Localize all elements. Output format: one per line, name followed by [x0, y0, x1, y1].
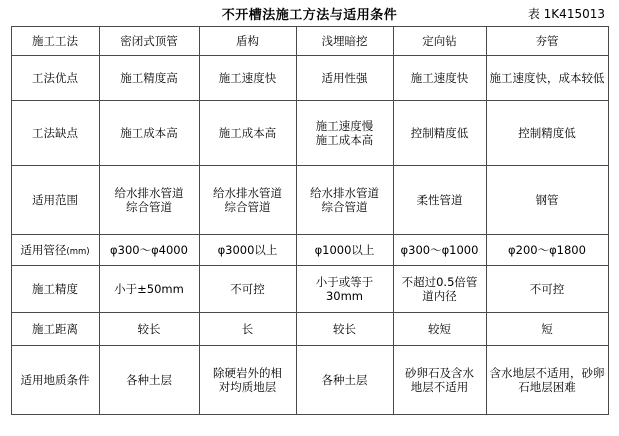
- table-cell: 施工速度慢 施工成本高: [296, 101, 393, 166]
- row-header: 工法缺点: [11, 101, 99, 166]
- table-cell: 控制精度低: [486, 101, 608, 166]
- table-row: [11, 313, 608, 346]
- table-cell: φ300～φ1000: [393, 235, 486, 266]
- table-cell: 不可控: [486, 266, 608, 313]
- table-cell: 砂卵石及含水 地层不适用: [393, 346, 486, 415]
- table-row: [11, 266, 608, 313]
- table-cell: 施工速度快: [393, 56, 486, 101]
- construction-methods-table: [11, 26, 609, 415]
- row-header: 适用地质条件: [11, 346, 99, 415]
- table-cell: 给水排水管道 综合管道: [99, 166, 199, 235]
- table-cell: φ1000以上: [296, 235, 393, 266]
- table-cell: 不可控: [199, 266, 296, 313]
- table-cell: 各种土层: [99, 346, 199, 415]
- table-row: [11, 56, 608, 101]
- table-row: [11, 235, 608, 266]
- table-cell: 控制精度低: [393, 101, 486, 166]
- table-cell: 钢管: [486, 166, 608, 235]
- table-cell: 较长: [99, 313, 199, 346]
- table-row: [11, 346, 608, 415]
- table-cell: 施工速度快，成本较低: [486, 56, 608, 101]
- table-cell: 适用性强: [296, 56, 393, 101]
- table-cell: 较短: [393, 313, 486, 346]
- table-cell: φ300～φ4000: [99, 235, 199, 266]
- table-cell: 含水地层不适用，砂卵 石地层困难: [486, 346, 608, 415]
- row-header: 施工距离: [11, 313, 99, 346]
- table-cell: 不超过0.5倍管 道内径: [393, 266, 486, 313]
- table-cell: 施工成本高: [199, 101, 296, 166]
- column-header-2: 盾构: [199, 27, 296, 56]
- table-cell: 长: [199, 313, 296, 346]
- table-code: 表 1K415013: [527, 7, 605, 21]
- table-cell: 柔性管道: [393, 166, 486, 235]
- document-header: [0, 0, 619, 26]
- row-header-unit: (mm): [66, 246, 90, 257]
- row-header: 工法优点: [11, 56, 99, 101]
- column-header-0: 施工工法: [11, 27, 99, 56]
- table-cell: φ200～φ1800: [486, 235, 608, 266]
- table-row: [11, 101, 608, 166]
- table-cell: 施工精度高: [99, 56, 199, 101]
- column-header-4: 定向钻: [393, 27, 486, 56]
- column-header-3: 浅埋暗挖: [296, 27, 393, 56]
- table-row: [11, 166, 608, 235]
- column-header-5: 夯管: [486, 27, 608, 56]
- row-header: 施工精度: [11, 266, 99, 313]
- table-cell: 施工成本高: [99, 101, 199, 166]
- table-cell: 给水排水管道 综合管道: [199, 166, 296, 235]
- table-cell: 各种土层: [296, 346, 393, 415]
- row-header: 适用管径(mm): [11, 235, 99, 266]
- table-cell: 除硬岩外的相 对均质地层: [199, 346, 296, 415]
- table-header-row: [11, 27, 608, 56]
- table-cell: 短: [486, 313, 608, 346]
- table-cell: φ3000以上: [199, 235, 296, 266]
- page-title: 不开槽法施工方法与适用条件: [221, 7, 398, 23]
- table-cell: 小于或等于 30mm: [296, 266, 393, 313]
- row-header: 适用范围: [11, 166, 99, 235]
- column-header-1: 密闭式顶管: [99, 27, 199, 56]
- table-cell: 给水排水管道 综合管道: [296, 166, 393, 235]
- table-cell: 较长: [296, 313, 393, 346]
- table-cell: 施工速度快: [199, 56, 296, 101]
- table-cell: 小于±50mm: [99, 266, 199, 313]
